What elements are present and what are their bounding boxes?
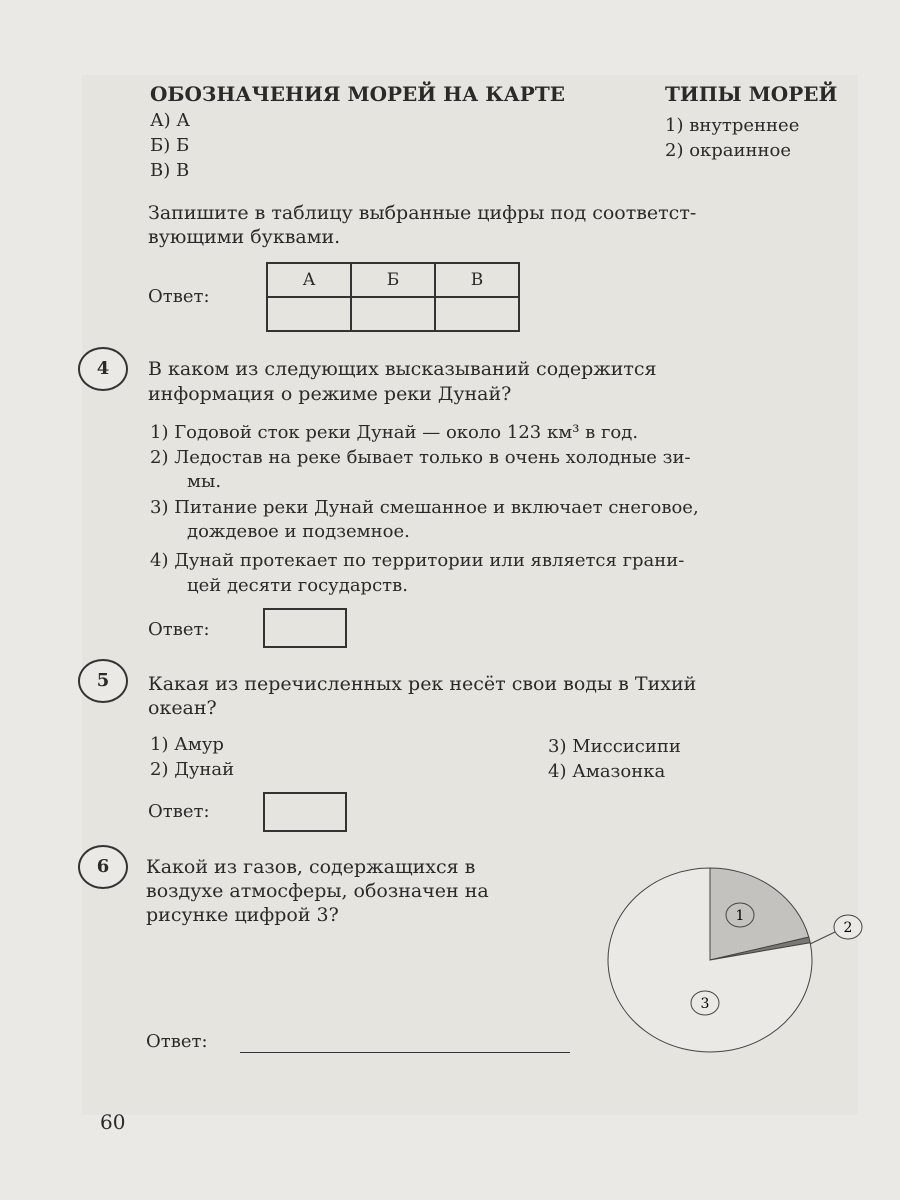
type-item: 2) окраинное [665,140,792,161]
seas-title: ОБОЗНАЧЕНИЯ МОРЕЙ НА КАРТЕ [150,82,565,106]
answer-cell[interactable] [351,297,435,331]
answer-box[interactable] [263,608,347,648]
answer-cell[interactable] [435,297,519,331]
question-number: 6 [78,845,128,889]
option: 3) Питание реки Дунай смешанное и включает снеговое, [150,497,699,518]
answer-label: Ответ: [148,801,210,822]
sea-item: Б) Б [150,135,190,156]
option: 1) Годовой сток реки Дунай — около 123 км³ в год. [150,422,639,443]
answer-table [266,262,520,332]
option: 2) Ледостав на реке бывает только в очень холодные зи- [150,447,691,468]
option: 4) Амазонка [548,761,666,782]
type-item: 1) внутреннее [665,115,800,136]
question-number: 5 [78,659,128,703]
q6-text: Какой из газов, содержащихся в [146,856,476,878]
pie-label: 3 [700,996,710,1012]
q6-text: рисунке цифрой 3? [146,904,339,926]
sea-item: А) А [150,110,191,131]
option: дождевое и подземное. [187,521,410,542]
pie-label: 1 [735,908,745,924]
sea-item: В) В [150,160,190,181]
option: 3) Миссисипи [548,736,681,757]
col-header: А [267,263,351,297]
page-number: 60 [100,1110,126,1134]
q5-text: океан? [148,697,217,719]
option: 1) Амур [150,734,224,755]
option: 2) Дунай [150,759,235,780]
col-header: В [435,263,519,297]
q3-instruction: Запишите в таблицу выбранные цифры под соответст- [148,202,697,224]
atmosphere-pie-chart [600,850,880,1100]
pie-label: 2 [843,920,853,936]
q4-text: информация о режиме реки Дунай? [148,383,512,405]
answer-line[interactable] [240,1052,570,1053]
option: 4) Дунай протекает по территории или является грани- [150,550,685,571]
answer-label: Ответ: [146,1031,208,1052]
question-number: 4 [78,347,128,391]
types-title: ТИПЫ МОРЕЙ [665,82,838,106]
q3-instruction: вующими буквами. [148,226,341,248]
option: мы. [187,471,222,492]
answer-label: Ответ: [148,286,210,307]
answer-cell[interactable] [267,297,351,331]
q5-text: Какая из перечисленных рек несёт свои воды в Тихий [148,673,697,695]
q4-text: В каком из следующих высказываний содержится [148,358,657,380]
answer-label: Ответ: [148,619,210,640]
leader-line [810,932,835,944]
col-header: Б [351,263,435,297]
option: цей десяти государств. [187,575,408,596]
answer-box[interactable] [263,792,347,832]
q6-text: воздухе атмосферы, обозначен на [146,880,489,902]
